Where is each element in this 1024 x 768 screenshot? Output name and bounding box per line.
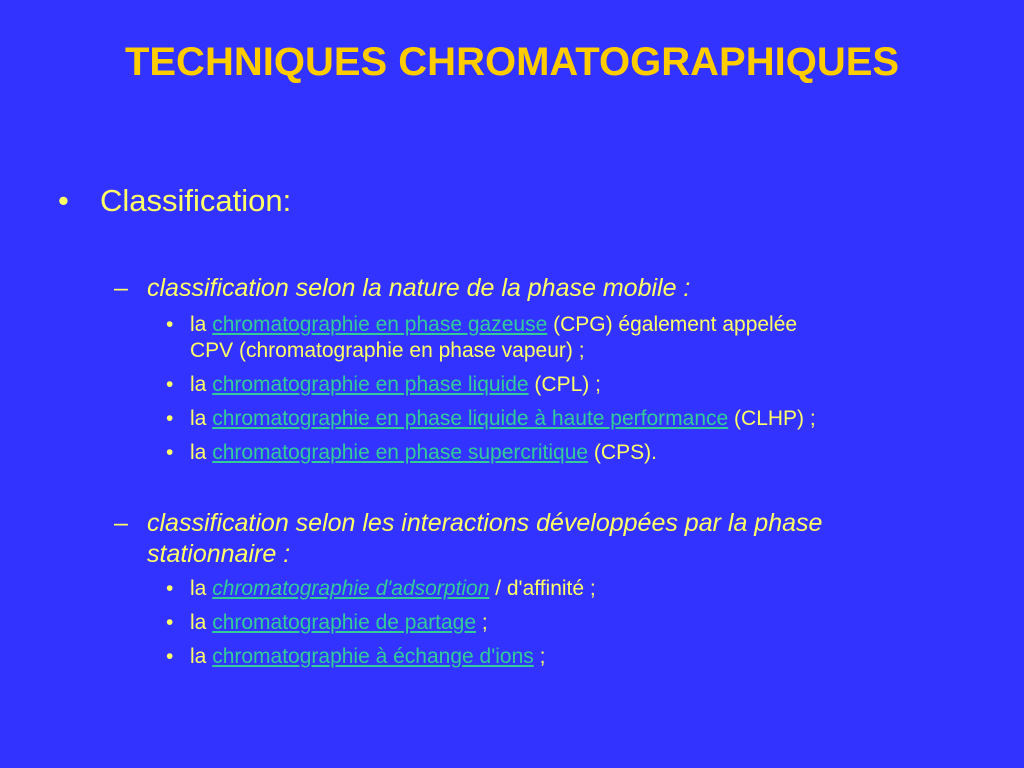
list-item — [166, 610, 966, 636]
section2-heading-line1: classification selon les interactions développées par la phase — [147, 509, 823, 537]
bullet-icon: • — [166, 611, 174, 634]
link-supercritique[interactable]: chromatographie en phase supercritique — [212, 441, 589, 464]
item-prefix: la — [190, 577, 213, 600]
dash-icon: – — [114, 274, 128, 302]
item-prefix: la — [190, 611, 213, 634]
bullet-icon: • — [166, 373, 174, 396]
bullet-icon: • — [58, 183, 69, 218]
list-item — [166, 644, 966, 670]
list-item — [166, 372, 966, 398]
link-phase-gazeuse[interactable]: chromatographie en phase gazeuse — [212, 313, 548, 336]
section1-heading-text: classification selon la nature de la phase mobile : — [147, 274, 691, 302]
section1-heading — [114, 273, 927, 304]
item-suffix: (CPS). — [588, 441, 657, 464]
main-bullet-text: Classification: — [100, 183, 292, 218]
dash-icon: – — [114, 509, 128, 537]
list-item — [166, 576, 966, 602]
list-item — [166, 440, 966, 466]
item-suffix: (CPL) ; — [528, 373, 601, 396]
bullet-icon: • — [166, 313, 174, 336]
bullet-icon: • — [166, 407, 174, 430]
link-echange-ions[interactable]: chromatographie à échange d'ions — [212, 645, 534, 668]
item-suffix: ; — [476, 611, 488, 634]
item-prefix: la — [190, 407, 213, 430]
link-phase-liquide[interactable]: chromatographie en phase liquide — [212, 373, 529, 396]
bullet-icon: • — [166, 577, 174, 600]
item-suffix: ; — [533, 645, 546, 668]
list-item — [166, 312, 966, 364]
link-partage[interactable]: chromatographie de partage — [212, 611, 477, 634]
main-bullet-item — [58, 183, 291, 219]
item-prefix: la — [190, 373, 213, 396]
item-prefix: la — [190, 645, 213, 668]
section2-heading — [114, 508, 927, 570]
item-prefix: la — [190, 441, 213, 464]
list-item — [166, 406, 966, 432]
item-suffix: / d'affinité ; — [489, 577, 596, 600]
item-continuation: CPV (chromatographie en phase vapeur) ; — [190, 339, 585, 362]
item-prefix: la — [190, 313, 213, 336]
bullet-icon: • — [166, 441, 174, 464]
bullet-icon: • — [166, 645, 174, 668]
section2-heading-line2: stationnaire : — [147, 540, 291, 568]
item-suffix: (CPG) également appelée — [547, 313, 798, 336]
link-adsorption[interactable]: chromatographie d'adsorption — [212, 577, 490, 600]
item-suffix: (CLHP) ; — [728, 407, 816, 430]
slide-title: TECHNIQUES CHROMATOGRAPHIQUES — [124, 40, 900, 84]
link-haute-performance[interactable]: chromatographie en phase liquide à haute performance — [212, 407, 729, 430]
